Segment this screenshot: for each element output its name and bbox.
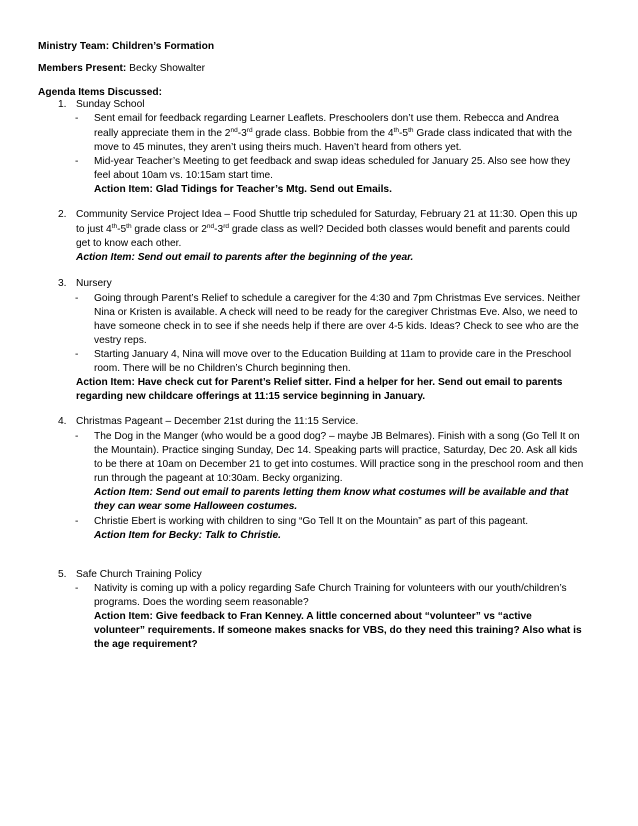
bullet-dash: - — [75, 516, 79, 527]
members-present — [38, 62, 205, 77]
item-5-b1-line1: Nativity is coming up with a policy regarding Safe Church Training for volunteers with our youth/children’s — [94, 583, 567, 594]
agenda-heading: Agenda Items Discussed: — [38, 87, 162, 98]
item-5-title: Safe Church Training Policy — [76, 569, 202, 580]
item-1-b2-line2: feel about 10am vs. 10:15am start time. — [94, 170, 273, 181]
item-3-b2-line1: Starting January 4, Nina will move over to the Education Building at 11am to provide care in the Preschool — [94, 349, 572, 360]
item-1-action: Action Item: Glad Tidings for Teacher’s Mtg. Send out Emails. — [94, 184, 392, 195]
item-1-b1-line2: really appreciate them in the 2nd-3rd grade class. Bobbie from the 4th-5th Grade class indicated that with the — [94, 127, 573, 139]
item-4-b2-line1: Christie Ebert is working with children to sing “Go Tell It on the Mountain” as part of this pageant. — [94, 516, 529, 527]
item-4-b1-action-line1: Action Item: Send out email to parents letting them know what costumes will be available and that — [94, 487, 569, 498]
item-1-b1-line3: move to 45 minutes, they aren’t using theirs much. Haven’t heard from others yet. — [94, 142, 462, 153]
item-4-b1-line3: to be there at 10am on December 21 to get into costumes. Will practice song in the preschool room and then — [94, 459, 584, 470]
item-5-action-line1: Action Item: Give feedback to Fran Kenney. A little concerned about “volunteer” vs “active — [94, 611, 532, 622]
members-present-label: Members Present: — [38, 63, 127, 74]
item-3-b1-line2: Nina or Kristen is available. A check will need to be ready for the caregiver Christmas Eve. Also, we need to — [94, 307, 578, 318]
item-1-b2-line1: Mid-year Teacher’s Meeting to get feedback and swap ideas scheduled for January 25. Also see how they — [94, 156, 571, 167]
item-4-b2-action: Action Item for Becky: Talk to Christie. — [94, 530, 281, 541]
item-2-action: Action Item: Send out email to parents after the beginning of the year. — [76, 252, 414, 263]
item-3-action-line1: Action Item: Have check cut for Parent’s Relief sitter. Find a helper for her. Send out email to parents — [76, 377, 563, 388]
item-4-b1-line1: The Dog in the Manger (who would be a good dog? – maybe JB Belmares). Finish with a song (Go Tell It on — [94, 431, 580, 442]
item-3-b1-line3: have someone check in to see if she needs help if there are over 4-5 kids. Ideas? Check to see who are the — [94, 321, 579, 332]
item-1-number: 1. — [58, 99, 67, 110]
item-2-number: 2. — [58, 209, 67, 220]
item-1-title: Sunday School — [76, 99, 145, 110]
item-3-number: 3. — [58, 278, 67, 289]
bullet-dash: - — [75, 293, 79, 304]
item-4-number: 4. — [58, 416, 67, 427]
bullet-dash: - — [75, 113, 79, 124]
ministry-team-heading: Ministry Team: Children’s Formation — [38, 41, 215, 52]
item-4-b1-action-line2: they can wear some Halloween costumes. — [94, 501, 298, 512]
item-4-title: Christmas Pageant – December 21st during the 11:15 Service. — [76, 416, 359, 427]
item-3-action-line2: regarding new childcare offerings at 11:15 service beginning in January. — [76, 391, 426, 402]
bullet-dash: - — [75, 156, 79, 167]
bullet-dash: - — [75, 583, 79, 594]
item-5-action-line2: volunteer” requirements. If someone makes snacks for VBS, do they need this training? Also what is — [94, 625, 582, 636]
item-5-action-line3: the age requirement? — [94, 639, 198, 650]
item-5-b1-line2: programs. Does the wording seem reasonable? — [94, 597, 309, 608]
item-2-line3: get to know each other. — [76, 238, 182, 249]
item-3-title: Nursery — [76, 278, 112, 289]
item-2-line1: Community Service Project Idea – Food Shuttle trip scheduled for Saturday, February 21 at 11:30. Open this up — [76, 209, 578, 220]
item-4-b1-line2: the Mountain). Practice singing Sunday, Dec 14. Speaking parts will practice, Saturday, Dec 20. Ask all kids — [94, 445, 578, 456]
bullet-dash: - — [75, 349, 79, 360]
item-2-line2: to just 4th-5th grade class or 2nd-3rd grade class as well? Decided both classes would benefit and parents could — [76, 223, 570, 235]
item-3-b1-line4: vestry reps. — [94, 335, 147, 346]
item-5-number: 5. — [58, 569, 67, 580]
item-3-b2-line2: room. There will be no Children’s Church beginning then. — [94, 363, 351, 374]
item-3-b1-line1: Going through Parent’s Relief to schedule a caregiver for the 4:30 and 7pm Christmas Eve services. Neither — [94, 293, 581, 304]
item-4-b1-line4: run through the pageant at 10:30am. Becky organizing. — [94, 473, 343, 484]
bullet-dash: - — [75, 431, 79, 442]
item-1-b1-line1: Sent email for feedback regarding Learner Leaflets. Preschoolers don’t use them. Rebecca and Andrea — [94, 113, 559, 124]
members-present-value: Becky Showalter — [129, 63, 206, 74]
